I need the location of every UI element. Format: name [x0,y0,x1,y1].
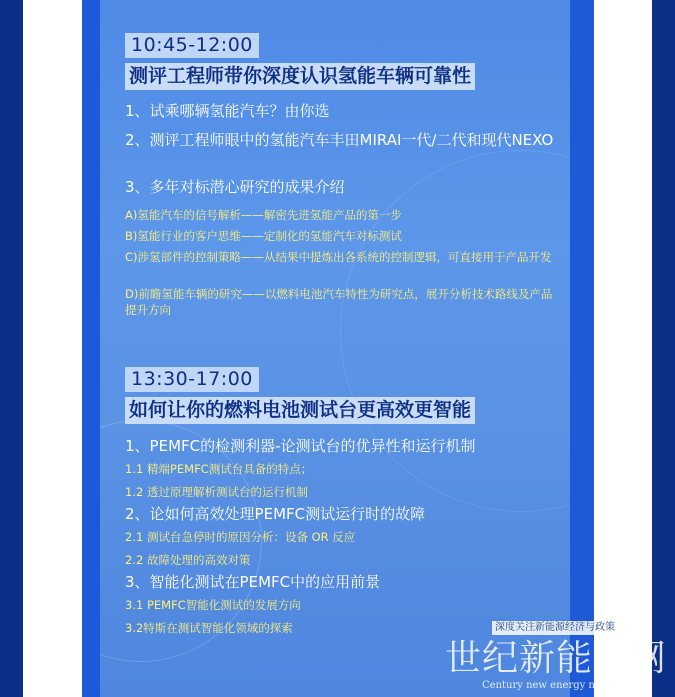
session1-title: 测评工程师带你深度认识氢能车辆可靠性 [125,63,475,90]
session2-item: 2、论如何高效处理PEMFC测试运行时的故障 [125,505,426,523]
session1-item: 2、测评工程师眼中的氢能汽车丰田MIRAI一代/二代和现代NEXO [125,131,554,149]
watermark-tagline: 深度关注新能源经济与政策 [492,621,618,635]
session1-subitem: D)前瞻氢能车辆的研究——以燃料电池汽车特性为研究点，展开分析技术路线及产品提升方向 [125,287,553,317]
session1-subitem: A)氢能汽车的信号解析——解密先进氢能产品的第一步 [125,208,402,222]
session1-time: 10:45-12:00 [125,33,259,58]
session2-item: 1、PEMFC的检测利器-论测试台的优异性和运行机制 [125,437,476,455]
watermark-logo: 世纪新能源网 [445,638,668,679]
session2-subitem: 2.2 故障处理的高效对策 [125,553,251,567]
session2-item: 3、智能化测试在PEMFC中的应用前景 [125,573,381,591]
session1-item: 1、试乘哪辆氢能汽车？由你选 [125,102,330,120]
session1-subitem: C)涉氢部件的控制策略——从结果中提炼出各系统的控制逻辑，可直接用于产品开发 [125,250,552,264]
session1-subitem: B)氢能行业的客户思维——定制化的氢能汽车对标测试 [125,229,402,243]
session2-subitem: 2.1 测试台急停时的原因分析：设备 OR 反应 [125,530,356,544]
decorative-circle [340,150,570,512]
session2-time: 13:30-17:00 [125,367,259,392]
watermark-english: Century new energy network [482,680,631,691]
left-border [0,0,23,697]
session2-title: 如何让你的燃料电池测试台更高效更智能 [125,397,475,424]
session2-subitem: 3.1 PEMFC智能化测试的发展方向 [125,598,301,612]
session2-subitem: 1.2 透过原理解析测试台的运行机制 [125,485,308,499]
right-border [652,0,675,697]
session2-subitem: 1.1 精端PEMFC测试台具备的特点； [125,462,313,476]
session1-item: 3、多年对标潜心研究的成果介绍 [125,178,345,196]
session2-subitem: 3.2特斯在测试智能化领域的探索 [125,621,293,635]
